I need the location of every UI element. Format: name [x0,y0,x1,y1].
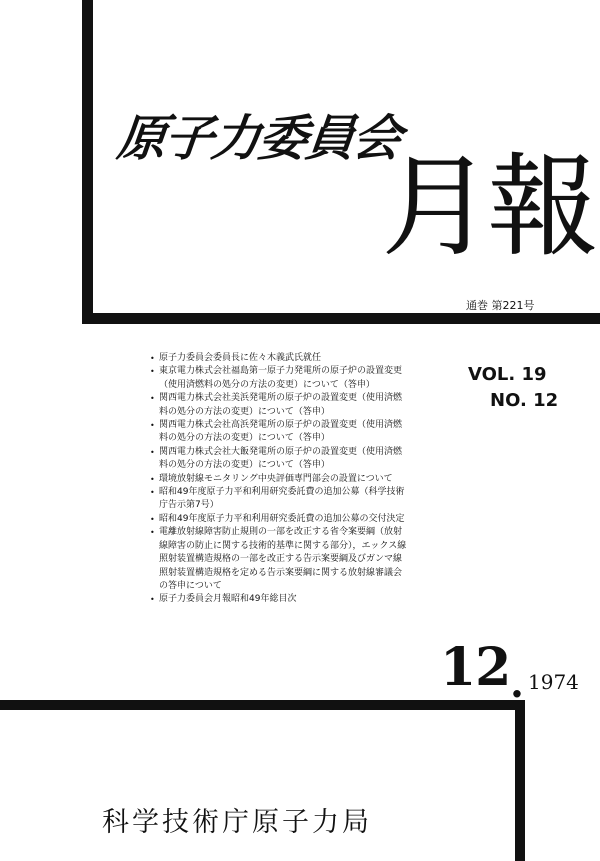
issue-count: 通巻 第221号 [466,299,535,312]
frame-line-left [82,0,93,324]
contents-item: • 関西電力株式会社美浜発電所の原子炉の設置変更（使用済燃料の処分の方法の変更）について（答申） [150,392,408,419]
title-main: 原子力委員会 [114,110,403,167]
issue-month: 12 [440,637,511,698]
contents-list [150,352,408,607]
frame-line-right [515,700,525,861]
contents-item: • 環境放射線モニタリング中央評価専門部会の設置について [150,473,408,486]
title-monthly-report: 月報 [382,143,594,271]
contents-item: • 関西電力株式会社大飯発電所の原子炉の設置変更（使用済燃料の処分の方法の変更）について（答申） [150,446,408,473]
publisher: 科学技術庁原子力局 [102,807,372,838]
frame-line-bottom [0,700,525,710]
volume-label: VOL. 19 [468,364,547,385]
contents-item: • 東京電力株式会社福島第一原子力発電所の原子炉の設置変更（使用済燃料の処分の方法の変更）について（答申） [150,365,408,392]
issue-dot: . [510,660,524,707]
contents-item: • 原子力委員会委員長に佐々木義武氏就任 [150,352,408,365]
contents-item: • 原子力委員会月報昭和49年総目次 [150,593,408,606]
issue-year: 1974 [528,670,579,694]
contents-item: • 電離放射線障害防止規則の一部を改正する省令案要綱（放射線障害の防止に関する技術的基準に関する部分），エックス線照射装置構造規格の一部を改正する告示案要綱及びガンマ線照射装置構造規格を定める告示案要綱に関する放射線審議会の答申について [150,526,408,593]
number-label: NO. 12 [490,390,559,411]
frame-line-top [82,313,600,324]
contents-item: • 昭和49年度原子力平和利用研究委託費の追加公募の交付決定 [150,513,408,526]
contents-item: • 昭和49年度原子力平和利用研究委託費の追加公募（科学技術庁告示第7号） [150,486,408,513]
contents-item: • 関西電力株式会社高浜発電所の原子炉の設置変更（使用済燃料の処分の方法の変更）について（答申） [150,419,408,446]
